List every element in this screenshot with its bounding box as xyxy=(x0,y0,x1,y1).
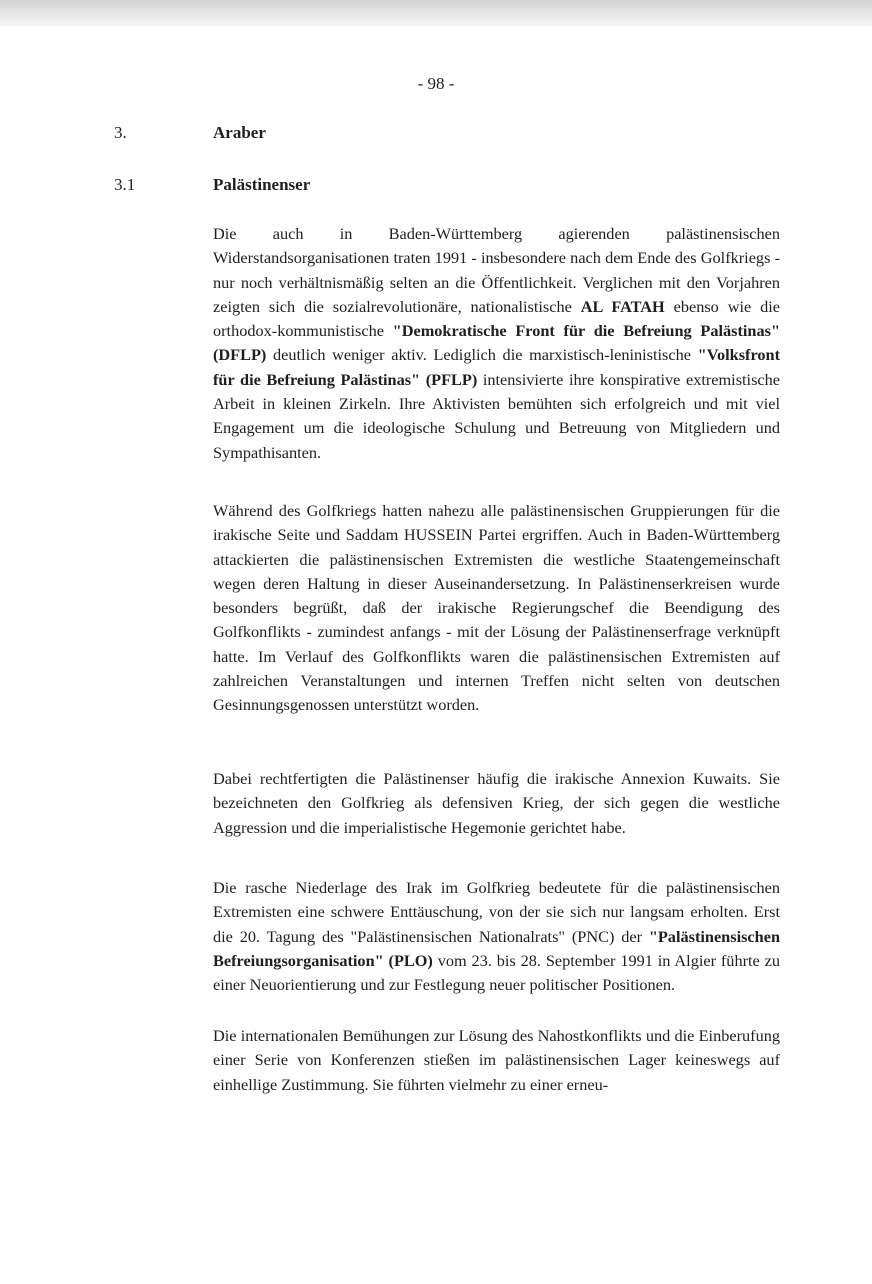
paragraph-1 xyxy=(213,222,780,465)
paragraph-1-text-4: intensivierte ihre konspirative extremistische Arbeit in kleinen Zirkeln. Ihre Aktivisten bemühten sich erfolgreich und mit viel Engagement um die ideologische Schulung und Betreuung von Mitgliedern und Sympathisanten. xyxy=(213,369,781,462)
dflp-bold: "Demokratische Front für die Befreiung Palästinas" (DFLP) xyxy=(213,321,780,365)
subsection-number: 3.1 xyxy=(114,175,136,194)
section-number: 3. xyxy=(114,123,127,142)
al-fatah-bold: AL FATAH xyxy=(580,296,665,316)
page-number: - 98 - xyxy=(417,74,455,93)
section-title: Araber xyxy=(213,123,266,142)
paragraph-1-text-2: ebenso wie die orthodox-kommunistische xyxy=(213,296,780,341)
paragraph-1-text-1: Die auch in Baden-Württemberg agierenden palästinensischen Widerstandsorganisationen traten 1991 - insbesondere nach dem Ende des Golfkriegs - nur noch verhältnismäßig selten an die Öffentlichkeit. Verglichen mit den Vorjahren zeigten sich die sozialrevolutionäre, nationalistische xyxy=(213,224,780,316)
subsection-title: Palästinenser xyxy=(213,175,311,194)
paragraph-4 xyxy=(213,876,780,997)
paragraph-4-text-2: vom 23. bis 28. September 1991 in Algier führte zu einer Neuorientierung und zur Festlegung neuer politischer Positionen. xyxy=(213,950,780,995)
pflp-bold: "Volksfront für die Befreiung Palästinas" (PFLP) xyxy=(213,345,780,389)
paragraph-1-text-3: deutlich weniger aktiv. Lediglich die marxistisch-leninistische xyxy=(266,345,698,365)
paragraph-5: Die internationalen Bemühungen zur Lösung des Nahostkonflikts und die Einberufung einer Serie von Konferenzen stießen im palästinensischen Lager keineswegs auf einhellige Zustimmung. Sie führten vielmehr zu einer erneu- xyxy=(213,1026,780,1094)
paragraph-3: Dabei rechtfertigten die Palästinenser häufig die irakische Annexion Kuwaits. Sie bezeichneten den Golfkrieg als defensiven Krieg, der sich gegen die westliche Aggression und die imperialistische Hegemonie gerichtet habe. xyxy=(213,769,780,837)
paragraph-4-text-1: Die rasche Niederlage des Irak im Golfkrieg bedeutete für die palästinensischen Extremisten eine schwere Enttäuschung, von der sie sich nur langsam erholten. Erst die 20. Tagung des "Palästinensischen Nationalrats" (PNC) der xyxy=(213,878,780,946)
paragraph-2: Während des Golfkriegs hatten nahezu alle palästinensischen Gruppierungen für die irakische Seite und Saddam HUSSEIN Partei ergriffen. Auch in Baden-Württemberg attackierten die palästinensischen Extremisten die westliche Staatengemeinschaft wegen deren Haltung in dieser Auseinandersetzung. In Palästinenserkreisen wurde besonders begrüßt, daß der irakische Regierungschef die Beendigung des Golfkonflikts - zumindest anfangs - mit der Lösung der Palästinenserfrage verknüpft hatte. Im Verlauf des Golfkonflikts waren die palästinensischen Extremisten auf zahlreichen Veranstaltungen und internen Treffen nicht selten von deutschen Gesinnungsgenossen unterstützt worden. xyxy=(213,501,780,715)
plo-bold: "Palästinensischen Befreiungsorganisation" (PLO) xyxy=(213,926,780,970)
